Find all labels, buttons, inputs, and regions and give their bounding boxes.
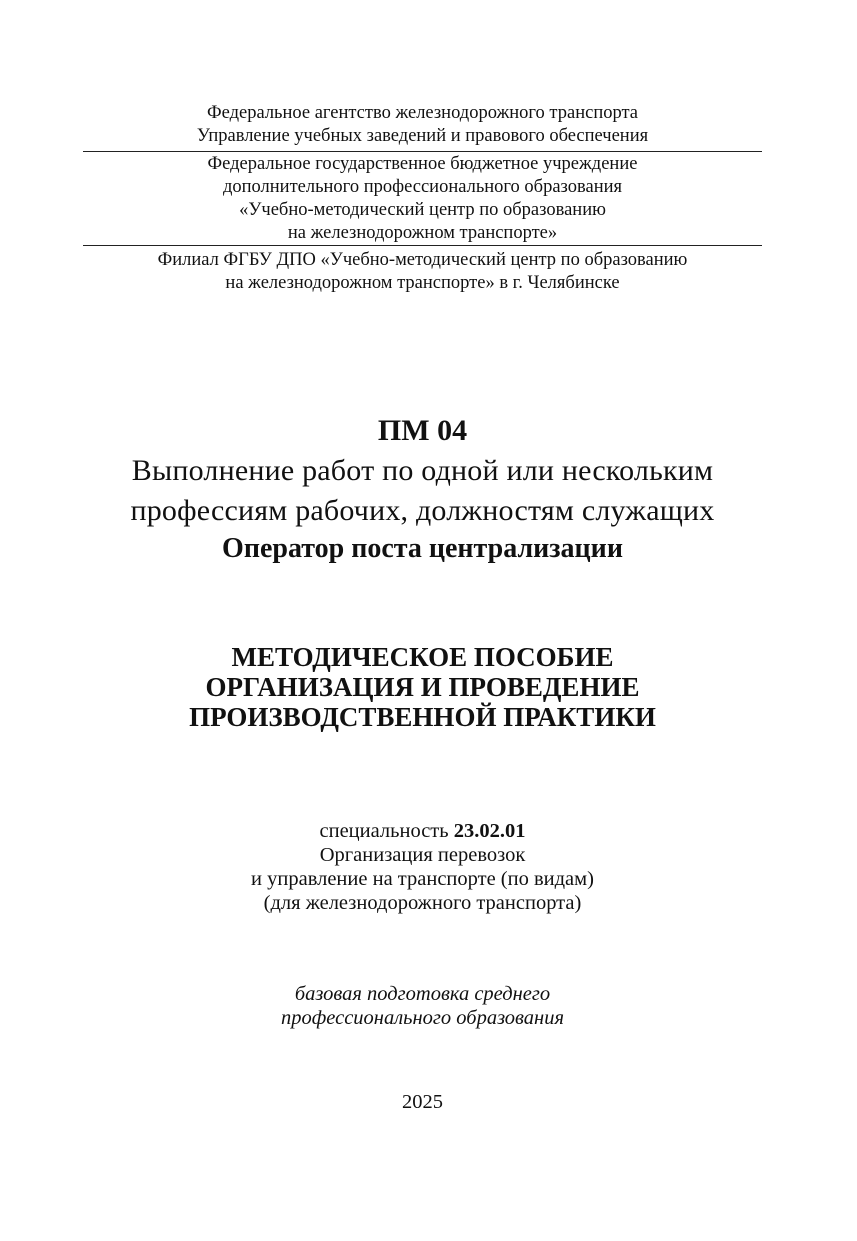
document-title-line: МЕТОДИЧЕСКОЕ ПОСОБИЕ bbox=[231, 642, 614, 672]
education-level-line: базовая подготовка среднего bbox=[294, 983, 551, 1005]
header-divider bbox=[83, 245, 762, 246]
education-level bbox=[0, 982, 845, 1030]
document-title-line: ОРГАНИЗАЦИЯ И ПРОВЕДЕНИЕ bbox=[205, 672, 640, 702]
document-title bbox=[0, 642, 845, 732]
specialty-name-line: и управление на транспорте (по видам) bbox=[251, 868, 594, 890]
publication-year: 2025 bbox=[402, 1091, 443, 1113]
header-institution bbox=[0, 153, 845, 245]
education-level-line: профессионального образования bbox=[280, 1007, 565, 1029]
specialty-prefix: специальность bbox=[319, 820, 449, 842]
branch-line: Филиал ФГБУ ДПО «Учебно-методический центр по образованию bbox=[157, 250, 688, 270]
agency-line: Управление учебных заведений и правового обеспечения bbox=[196, 126, 649, 146]
year-block bbox=[0, 1090, 845, 1114]
document-title-line: ПРОИЗВОДСТВЕННОЙ ПРАКТИКИ bbox=[189, 702, 656, 732]
module-code: ПМ 04 bbox=[377, 414, 468, 447]
institution-line: «Учебно-методический центр по образованию bbox=[239, 200, 606, 220]
specialty-name-line: Организация перевозок bbox=[319, 844, 526, 866]
module-description-line: Выполнение работ по одной или нескольким bbox=[131, 454, 714, 487]
header-branch bbox=[0, 249, 845, 295]
header-divider bbox=[83, 151, 762, 152]
specialty-name-line: (для железнодорожного транспорта) bbox=[263, 892, 582, 914]
institution-line: на железнодорожном транспорте» bbox=[287, 223, 558, 243]
module-description-line: профессиям рабочих, должностям служащих bbox=[130, 494, 715, 527]
specialty-line bbox=[0, 819, 845, 843]
institution-line: дополнительного профессионального образования bbox=[222, 177, 623, 197]
agency-line: Федеральное агентство железнодорожного транспорта bbox=[206, 103, 638, 123]
specialty-code: 23.02.01 bbox=[453, 820, 526, 842]
header-agency bbox=[0, 102, 845, 148]
module-profession: Оператор поста централизации bbox=[222, 533, 623, 564]
branch-line: на железнодорожном транспорте» в г. Челябинске bbox=[225, 273, 620, 293]
module-block bbox=[0, 411, 845, 567]
specialty-block bbox=[0, 819, 845, 915]
institution-line: Федеральное государственное бюджетное учреждение bbox=[207, 154, 638, 174]
